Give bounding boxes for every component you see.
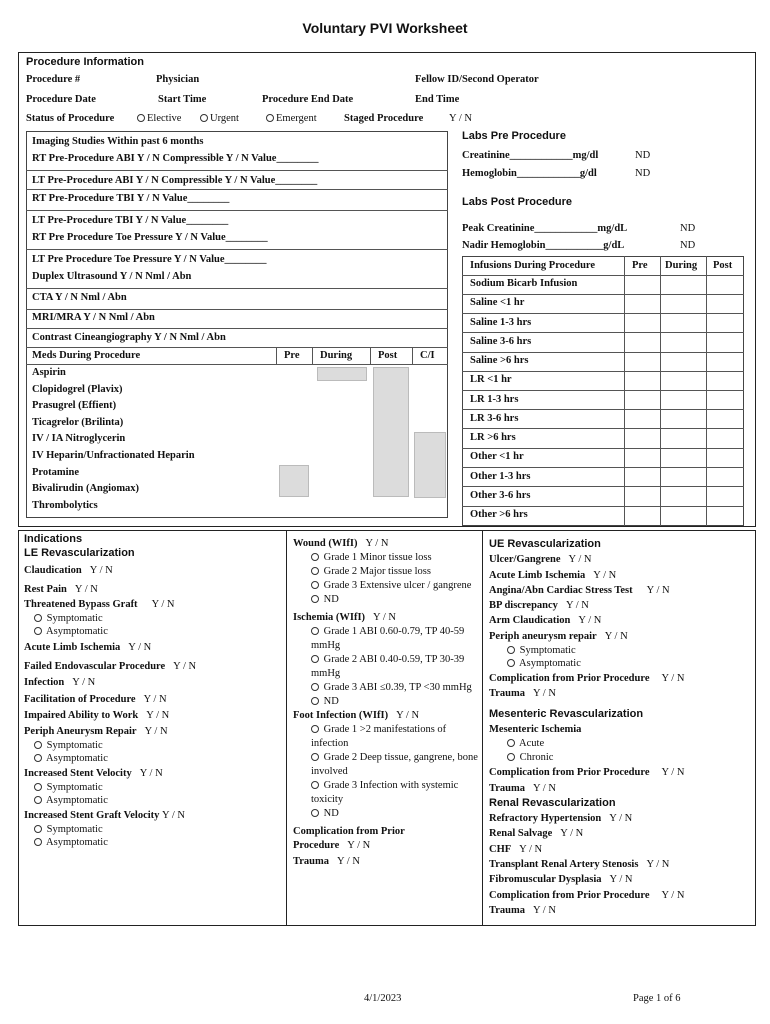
lt-tbi-row[interactable]: LT Pre-Procedure TBI Y / N Value________: [32, 215, 229, 226]
divider: [26, 364, 448, 365]
option-radio: [311, 725, 319, 733]
infusions-header-during: During: [665, 260, 698, 271]
labs-post-hemoglobin-nd[interactable]: ND: [680, 240, 696, 251]
option-radio: [311, 595, 319, 603]
divider: [462, 313, 744, 314]
ue-column: [489, 537, 684, 918]
option-radio: [311, 581, 319, 589]
symptomatic-option[interactable]: Symptomatic: [489, 644, 684, 657]
med-row: IV Heparin/Unfractionated Heparin: [32, 450, 195, 461]
ue-heading: UE Revascularization: [489, 538, 601, 550]
renal-salvage-item[interactable]: Renal Salvage Y / N: [489, 828, 584, 840]
wound-column: [293, 537, 478, 869]
meds-header-post: Post: [378, 350, 398, 361]
option-radio: [311, 809, 319, 817]
med-row: Protamine: [32, 467, 80, 478]
infusion-row: Other 3-6 hrs: [470, 490, 531, 501]
labs-post-heading: Labs Post Procedure: [462, 196, 573, 208]
le-column: [24, 532, 196, 849]
emergent-option[interactable]: [266, 113, 317, 124]
meds-col-divider: [412, 347, 413, 364]
lt-toe-row[interactable]: LT Pre Procedure Toe Pressure Y / N Value________: [32, 254, 267, 265]
divider: [462, 294, 744, 295]
option-radio: [34, 838, 42, 846]
symptomatic-option[interactable]: Symptomatic: [24, 823, 196, 836]
meds-shaded-cell: [317, 367, 367, 381]
indications-col-divider: [482, 530, 483, 926]
option-radio: [311, 567, 319, 575]
rt-tbi-row[interactable]: RT Pre-Procedure TBI Y / N Value________: [32, 193, 230, 204]
urgent-label: Urgent: [210, 113, 239, 124]
elective-option[interactable]: [137, 113, 181, 124]
option-radio: [34, 614, 42, 622]
symptomatic-option[interactable]: Symptomatic: [24, 612, 196, 625]
infusion-row: Saline 3-6 hrs: [470, 336, 532, 347]
acute-option[interactable]: Acute: [489, 737, 684, 751]
symptomatic-option[interactable]: Symptomatic: [24, 739, 196, 752]
wound-trauma-item[interactable]: Trauma Y / N: [293, 856, 360, 867]
infusion-row: Other <1 hr: [470, 451, 524, 462]
meds-col-divider: [276, 347, 277, 364]
labs-pre-hemoglobin[interactable]: Hemoglobin____________g/dl: [462, 168, 597, 179]
impaired-item[interactable]: Impaired Ability to Work Y / N: [24, 710, 170, 721]
emergent-radio[interactable]: [266, 114, 274, 122]
wound-complication-item[interactable]: Complication from Prior Procedure Y / N: [293, 826, 405, 851]
procedure-date-label: Procedure Date: [26, 94, 96, 105]
mesenteric-heading: Mesenteric Revascularization: [489, 707, 644, 720]
divider: [462, 332, 744, 333]
imaging-heading: Imaging Studies Within past 6 months: [32, 136, 204, 147]
mesenteric-ischemia-item[interactable]: Mesenteric Ischemia: [489, 723, 582, 735]
mes-complication-item[interactable]: Complication from Prior Procedure Y / N: [489, 767, 685, 779]
ue-periph-item[interactable]: Periph aneurysm repair Y / N: [489, 630, 628, 642]
foot-grade-1[interactable]: Grade 1 >2 manifestations of infection: [311, 724, 447, 749]
infusion-row: Saline <1 hr: [470, 297, 525, 308]
ue-angina-item[interactable]: Angina/Abn Cardiac Stress Test Y / N: [489, 584, 670, 596]
rt-toe-row[interactable]: RT Pre Procedure Toe Pressure Y / N Value________: [32, 232, 268, 243]
divider: [26, 249, 448, 250]
claudication-item[interactable]: Claudication Y / N: [24, 565, 113, 576]
end-time-label: End Time: [415, 94, 460, 105]
urgent-radio[interactable]: [200, 114, 208, 122]
ischemia-nd[interactable]: ND: [293, 695, 478, 709]
labs-pre-hemoglobin-nd[interactable]: ND: [635, 168, 651, 179]
divider: [26, 288, 448, 289]
mes-trauma-item[interactable]: Trauma Y / N: [489, 782, 556, 794]
divider: [462, 467, 744, 468]
option-radio: [311, 683, 319, 691]
meds-shaded-cell: [279, 465, 309, 497]
failed-endo-item[interactable]: Failed Endovascular Procedure Y / N: [24, 660, 197, 672]
foot-nd[interactable]: ND: [293, 807, 478, 821]
option-radio: [507, 659, 515, 667]
option-radio: [311, 655, 319, 663]
le-heading: LE Revascularization: [24, 547, 135, 559]
divider: [26, 309, 448, 310]
infusion-row: LR 1-3 hrs: [470, 394, 519, 405]
lt-abi-row[interactable]: LT Pre-Procedure ABI Y / N Compressible Y / N Value________: [32, 175, 318, 186]
footer-date: 4/1/2023: [364, 993, 402, 1004]
ue-trauma-item[interactable]: Trauma Y / N: [489, 688, 556, 700]
option-radio: [311, 697, 319, 705]
status-label: Status of Procedure: [26, 113, 115, 124]
acute-limb-item[interactable]: Acute Limb Ischemia Y / N: [24, 642, 152, 653]
wound-grade-3[interactable]: Grade 3 Extensive ulcer / gangrene: [293, 579, 478, 593]
ue-ulcer-item[interactable]: Ulcer/Gangrene Y / N: [489, 554, 592, 566]
staged-procedure-yn[interactable]: Y / N: [449, 113, 472, 124]
stent-velocity-item[interactable]: Increased Stent Velocity Y / N: [24, 767, 163, 779]
page-title: Voluntary PVI Worksheet: [302, 20, 468, 36]
footer-page: Page 1 of 6: [633, 993, 681, 1004]
divider: [26, 328, 448, 329]
option-radio: [507, 739, 515, 747]
wound-grade-2[interactable]: Grade 2 Major tissue loss: [293, 565, 478, 579]
option-radio: [311, 553, 319, 561]
asymptomatic-option[interactable]: Asymptomatic: [489, 657, 684, 671]
chf-item[interactable]: CHF Y / N: [489, 843, 543, 855]
infusion-row: LR <1 hr: [470, 374, 512, 385]
labs-post-creatinine-nd[interactable]: ND: [680, 223, 696, 234]
labs-post-creatinine[interactable]: Peak Creatinine____________mg/dL: [462, 223, 628, 234]
divider: [462, 275, 744, 276]
renal-heading: Renal Revascularization: [489, 796, 616, 809]
labs-pre-heading: Labs Pre Procedure: [462, 130, 566, 142]
emergent-label: Emergent: [276, 113, 317, 124]
meds-col-divider: [312, 347, 313, 364]
renal-complication-item[interactable]: Complication from Prior Procedure Y / N: [489, 889, 685, 901]
physician-label: Physician: [156, 74, 200, 85]
infusion-row: LR >6 hrs: [470, 432, 516, 443]
labs-post-hemoglobin[interactable]: Nadir Hemoglobin___________g/dL: [462, 240, 625, 251]
asymptomatic-option[interactable]: Asymptomatic: [24, 752, 196, 765]
facilitation-item[interactable]: Facilitation of Procedure Y / N: [24, 693, 167, 705]
mri-row[interactable]: MRI/MRA Y / N Nml / Abn: [32, 312, 155, 323]
ischemia-grade-2[interactable]: Grade 2 ABI 0.40-0.59, TP 30-39 mmHg: [311, 654, 465, 679]
option-radio: [507, 646, 515, 654]
meds-shaded-cell: [373, 367, 409, 497]
option-radio: [311, 753, 319, 761]
start-time-label: Start Time: [158, 94, 207, 105]
infusions-header-name: Infusions During Procedure: [470, 260, 596, 271]
divider: [462, 371, 744, 372]
transplant-item[interactable]: Transplant Renal Artery Stenosis Y / N: [489, 859, 670, 871]
fellow-label: Fellow ID/Second Operator: [415, 74, 539, 85]
option-radio: [311, 627, 319, 635]
asymptomatic-option[interactable]: Asymptomatic: [24, 625, 196, 638]
option-radio: [34, 825, 42, 833]
rt-abi-row[interactable]: RT Pre-Procedure ABI Y / N Compressible Y / N Value________: [32, 153, 319, 164]
refractory-item[interactable]: Refractory Hypertension Y / N: [489, 813, 633, 825]
wound-nd[interactable]: ND: [293, 593, 478, 607]
asymptomatic-option[interactable]: Asymptomatic: [24, 836, 196, 849]
duplex-row[interactable]: Duplex Ultrasound Y / N Nml / Abn: [32, 271, 192, 282]
labs-pre-creatinine-nd[interactable]: ND: [635, 150, 651, 161]
divider: [462, 506, 744, 507]
periph-aneurysm-item[interactable]: Periph Aneurysm Repair Y / N: [24, 725, 168, 737]
divider: [462, 352, 744, 353]
med-row: Prasugrel (Effient): [32, 400, 117, 411]
asymptomatic-option[interactable]: Asymptomatic: [24, 794, 196, 807]
option-radio: [34, 754, 42, 762]
elective-radio[interactable]: [137, 114, 145, 122]
ischemia-grade-1[interactable]: Grade 1 ABI 0.60-0.79, TP 40-59 mmHg: [311, 626, 465, 651]
option-radio: [311, 781, 319, 789]
infusion-row: Saline 1-3 hrs: [470, 317, 532, 328]
stent-graft-velocity-item[interactable]: Increased Stent Graft Velocity Y / N: [24, 809, 185, 821]
foot-infection-item[interactable]: Foot Infection (WIfI) Y / N: [293, 710, 420, 721]
urgent-option[interactable]: [200, 113, 239, 124]
divider: [26, 347, 448, 348]
divider: [26, 210, 448, 211]
rest-pain-item[interactable]: Rest Pain Y / N: [24, 583, 98, 595]
infusion-row: LR 3-6 hrs: [470, 413, 519, 424]
meds-col-divider: [370, 347, 371, 364]
procedure-info-heading: Procedure Information: [26, 56, 144, 68]
med-row: Aspirin: [32, 367, 66, 378]
wound-item[interactable]: Wound (WIfI) Y / N: [293, 538, 389, 549]
procedure-end-date-label: Procedure End Date: [262, 94, 354, 105]
meds-header-during: During: [320, 350, 353, 361]
foot-grade-2[interactable]: Grade 2 Deep tissue, gangrene, bone involved: [311, 752, 478, 777]
staged-procedure-label: Staged Procedure: [344, 113, 424, 124]
symptomatic-option[interactable]: Symptomatic: [24, 781, 196, 794]
indications-col-divider: [286, 530, 287, 926]
med-row: Thrombolytics: [32, 500, 98, 511]
foot-grade-3[interactable]: Grade 3 Infection with systemic toxicity: [311, 780, 459, 805]
med-row: Ticagrelor (Brilinta): [32, 417, 124, 428]
indications-heading: Indications: [24, 533, 83, 545]
infusion-row: Other >6 hrs: [470, 509, 528, 520]
meds-header-pre: Pre: [284, 350, 300, 361]
ischemia-grade-3[interactable]: Grade 3 ABI ≤0.39, TP <30 mmHg: [293, 681, 478, 695]
divider: [26, 170, 448, 171]
threatened-bypass-item[interactable]: Threatened Bypass Graft Y / N: [24, 599, 175, 610]
cta-row[interactable]: CTA Y / N Nml / Abn: [32, 292, 127, 303]
wound-grade-1[interactable]: Grade 1 Minor tissue loss: [293, 551, 478, 565]
contrast-row[interactable]: Contrast Cineangiography Y / N Nml / Abn: [32, 332, 226, 343]
divider: [462, 448, 744, 449]
ue-complication-item[interactable]: Complication from Prior Procedure Y / N: [489, 673, 685, 685]
option-radio: [34, 783, 42, 791]
infusions-header-pre: Pre: [632, 260, 648, 271]
meds-header-ci: C/I: [420, 350, 435, 361]
fibro-item[interactable]: Fibromuscular Dysplasia Y / N: [489, 874, 633, 886]
option-radio: [34, 741, 42, 749]
infusion-row: Other 1-3 hrs: [470, 471, 531, 482]
med-row: Clopidogrel (Plavix): [32, 384, 123, 395]
meds-header-name: Meds During Procedure: [32, 350, 141, 361]
option-radio: [34, 627, 42, 635]
divider: [462, 428, 744, 429]
ue-acute-item[interactable]: Acute Limb Ischemia Y / N: [489, 569, 617, 581]
divider: [462, 409, 744, 410]
divider: [462, 486, 744, 487]
ue-arm-item[interactable]: Arm Claudication Y / N: [489, 615, 602, 627]
procedure-number-label: Procedure #: [26, 74, 81, 85]
med-row: IV / IA Nitroglycerin: [32, 433, 126, 444]
infection-item[interactable]: Infection Y / N: [24, 677, 96, 688]
infusion-row: Saline >6 hrs: [470, 355, 529, 366]
ischemia-item[interactable]: Ischemia (WIfI) Y / N: [293, 612, 396, 623]
labs-pre-creatinine[interactable]: Creatinine____________mg/dl: [462, 150, 599, 161]
meds-shaded-cell: [414, 432, 446, 498]
elective-label: Elective: [147, 113, 182, 124]
infusions-header-post: Post: [713, 260, 733, 271]
chronic-option[interactable]: Chronic: [489, 751, 684, 765]
med-row: Bivalirudin (Angiomax): [32, 483, 140, 494]
option-radio: [34, 796, 42, 804]
ue-bp-item[interactable]: BP discrepancy Y / N: [489, 600, 589, 612]
renal-trauma-item[interactable]: Trauma Y / N: [489, 904, 556, 916]
divider: [462, 390, 744, 391]
infusion-row: Sodium Bicarb Infusion: [470, 278, 578, 289]
divider: [26, 189, 448, 190]
option-radio: [507, 753, 515, 761]
